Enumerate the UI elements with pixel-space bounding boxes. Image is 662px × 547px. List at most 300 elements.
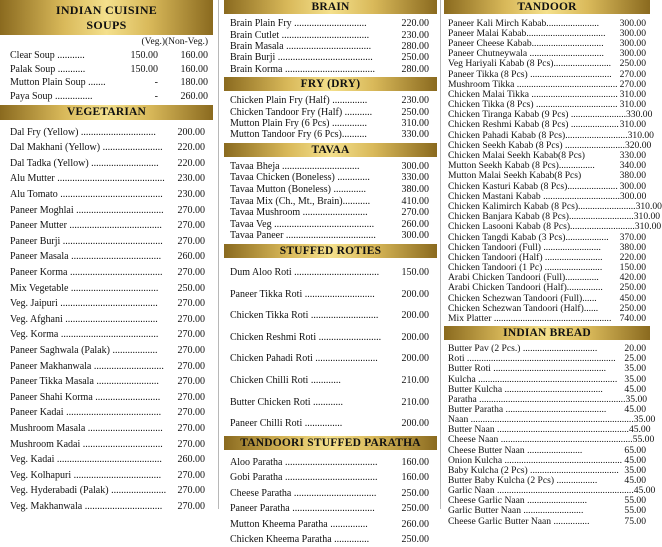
item-price: 250.00 bbox=[177, 282, 205, 294]
item-name: Dal Makhani (Yellow) ........................ bbox=[10, 142, 163, 154]
soup-price-header: (Veg.)(Non-Veg.) bbox=[141, 37, 208, 47]
menu-item bbox=[224, 129, 437, 140]
menu-item bbox=[224, 485, 437, 501]
item-price: 270.00 bbox=[177, 422, 205, 434]
item-name: Chicken Banjara Kabab (8 Pcs)........................... bbox=[448, 211, 634, 223]
brain-list bbox=[224, 18, 437, 75]
item-price: 250.00 bbox=[619, 302, 646, 314]
menu-item bbox=[0, 171, 213, 187]
item-name: Chicken Lasooni Kabab (8 Pcs)........................... bbox=[448, 221, 635, 233]
vegetarian-heading: VEGETARIAN bbox=[0, 105, 213, 120]
roti-list bbox=[224, 262, 437, 435]
menu-item bbox=[224, 161, 437, 173]
item-name: Butter Paratha .......................................... bbox=[448, 404, 607, 416]
menu-item bbox=[0, 156, 213, 172]
bread-list bbox=[444, 343, 656, 527]
item-price: 260.00 bbox=[177, 454, 205, 466]
item-name: Mushroom Masala .............................. bbox=[10, 422, 163, 434]
item-price: 740.00 bbox=[619, 313, 646, 325]
menu-item bbox=[224, 64, 437, 75]
item-price: 270.00 bbox=[177, 267, 205, 279]
menu-item bbox=[224, 305, 437, 327]
menu-item bbox=[0, 436, 213, 452]
item-price: 35.00 bbox=[624, 363, 646, 375]
item-price: 270.00 bbox=[177, 204, 205, 216]
item-price: 250.00 bbox=[401, 534, 429, 546]
item-name: Chicken Tandoori (Half) ........................ bbox=[448, 251, 603, 263]
menu-item bbox=[444, 28, 650, 38]
menu-item bbox=[444, 129, 654, 141]
soup-item bbox=[0, 63, 213, 77]
menu-item bbox=[224, 326, 437, 348]
menu-item bbox=[444, 200, 662, 212]
tandoor-list bbox=[444, 17, 662, 325]
item-name: Cheese Paratha ................................. bbox=[230, 487, 377, 499]
menu-item bbox=[0, 280, 213, 296]
menu-item bbox=[224, 172, 437, 184]
item-price: 270.00 bbox=[177, 313, 205, 325]
nonveg-price: 180.00 bbox=[180, 77, 208, 89]
cuisine-title: INDIAN CUISINE bbox=[55, 3, 158, 17]
menu-item bbox=[0, 312, 213, 328]
item-name: Chicken Tiranga Kabab (9 Pcs) ....................... bbox=[448, 109, 626, 121]
item-price: 75.00 bbox=[624, 515, 646, 527]
item-price: 270.00 bbox=[177, 329, 205, 341]
menu-item bbox=[0, 296, 213, 312]
menu-item bbox=[224, 348, 437, 370]
soup-item bbox=[0, 76, 213, 90]
column-divider bbox=[440, 0, 441, 509]
item-name: Paneer Makhanwala ............................ bbox=[10, 360, 164, 372]
item-price: 300.00 bbox=[619, 48, 646, 60]
menu-item bbox=[444, 455, 650, 465]
item-name: Dal Tadka (Yellow) ........................... bbox=[10, 157, 159, 169]
menu-item bbox=[0, 249, 213, 265]
item-name: Chicken Kalimirch Kabab (8 Pcs)........................ bbox=[448, 200, 636, 212]
item-price: 300.00 bbox=[619, 37, 646, 49]
item-price: 310.00 bbox=[619, 119, 646, 131]
item-price: 45.00 bbox=[624, 454, 646, 466]
item-name: Veg. Jaipuri ....................................... bbox=[10, 298, 158, 310]
menu-item bbox=[224, 118, 437, 129]
fry-list bbox=[224, 95, 437, 141]
item-price: 270.00 bbox=[177, 485, 205, 497]
item-price: 270.00 bbox=[177, 469, 205, 481]
item-name: Paneer Moghlai ................................... bbox=[10, 204, 164, 216]
item-price: 310.00 bbox=[633, 211, 661, 223]
menu-item bbox=[0, 140, 213, 156]
item-price: 200.00 bbox=[401, 310, 429, 322]
item-price: 270.00 bbox=[177, 391, 205, 403]
menu-item bbox=[444, 211, 661, 223]
menu-item bbox=[444, 232, 650, 242]
item-name: Mutton Seekh Kabab (8 Pcs)............... bbox=[448, 160, 595, 172]
stuffed-roties-heading: STUFFED ROTIES bbox=[224, 244, 437, 258]
item-name: Paneer Masala .................................... bbox=[10, 251, 162, 263]
menu-item bbox=[444, 475, 650, 485]
menu-item bbox=[444, 485, 656, 497]
item-price: 270.00 bbox=[177, 220, 205, 232]
item-name: Chicken Tangdi Kabab (3 Pcs).................. bbox=[448, 231, 609, 243]
menu-item bbox=[444, 18, 650, 28]
item-name: Clear Soup ........... bbox=[10, 50, 85, 62]
menu-item bbox=[444, 69, 650, 79]
item-price: 300.00 bbox=[619, 190, 647, 202]
menu-item bbox=[0, 499, 213, 515]
menu-item bbox=[224, 516, 437, 532]
item-name: Butter Pav (2 Pcs.) ............................... bbox=[448, 343, 598, 355]
indian-bread-heading: INDIAN BREAD bbox=[444, 326, 650, 340]
item-name: Alu Mutter ........................................... bbox=[10, 173, 165, 185]
veg-price: - bbox=[154, 77, 158, 89]
menu-item bbox=[444, 161, 650, 171]
menu-item bbox=[224, 106, 437, 117]
item-price: 300.00 bbox=[619, 17, 646, 29]
veg-price: 150.00 bbox=[130, 63, 158, 75]
item-name: Tavaa Bheja ............................... bbox=[230, 160, 360, 172]
item-name: Cheese Butter Naan ....................... bbox=[448, 444, 583, 456]
item-name: Chicken Kasturi Kabab (8 Pcs)..................... bbox=[448, 180, 618, 192]
item-price: 270.00 bbox=[619, 78, 646, 90]
menu-item bbox=[444, 425, 650, 435]
item-price: 220.00 bbox=[619, 251, 646, 263]
menu-item bbox=[224, 41, 437, 52]
item-name: Mix Vegetable ................................... bbox=[10, 282, 159, 294]
menu-item bbox=[0, 202, 213, 218]
item-price: 45.00 bbox=[624, 475, 646, 487]
menu-item bbox=[224, 283, 437, 305]
item-price: 45.00 bbox=[624, 404, 646, 416]
menu-item bbox=[0, 124, 213, 140]
item-name: Chicken Schezwan Tandoori (Full)...... bbox=[448, 292, 597, 304]
item-price: 300.00 bbox=[619, 27, 646, 39]
menu-item bbox=[444, 191, 650, 201]
soups-section bbox=[0, 37, 213, 103]
menu-item bbox=[444, 374, 650, 384]
menu-item bbox=[0, 405, 213, 421]
menu-item bbox=[444, 150, 650, 160]
item-price: 250.00 bbox=[401, 503, 429, 515]
menu-item bbox=[444, 404, 650, 414]
item-price: 310.00 bbox=[619, 88, 646, 100]
menu-item bbox=[444, 506, 650, 516]
item-name: Paneer Tikka Roti ............................ bbox=[230, 288, 375, 300]
menu-item bbox=[444, 49, 650, 59]
item-price: 310.00 bbox=[619, 99, 646, 111]
item-name: Paneer Mutter ..................................... bbox=[10, 220, 162, 232]
column-divider bbox=[218, 0, 219, 509]
item-price: 200.00 bbox=[401, 353, 429, 365]
menu-item bbox=[444, 414, 656, 426]
item-name: Kulcha .......................................................... bbox=[448, 373, 618, 385]
item-price: 310.00 bbox=[635, 200, 662, 212]
menu-item bbox=[444, 303, 650, 313]
item-price: 35.00 bbox=[633, 414, 656, 426]
item-name: Garlic Naan ......................................................... bbox=[448, 485, 634, 497]
nonveg-price: 260.00 bbox=[180, 91, 208, 103]
item-name: Paneer Chilli Roti ............... bbox=[230, 418, 343, 430]
item-name: Veg. Makhanwala ............................... bbox=[10, 500, 163, 512]
item-price: 280.00 bbox=[401, 40, 429, 52]
menu-item bbox=[0, 389, 213, 405]
menu-item bbox=[444, 344, 650, 354]
menu-item bbox=[224, 95, 437, 106]
menu-item bbox=[0, 234, 213, 250]
menu-item bbox=[224, 413, 437, 435]
item-price: 230.00 bbox=[401, 95, 429, 107]
menu-item bbox=[224, 207, 437, 219]
item-name: Brain Masala .................................. bbox=[230, 40, 372, 52]
item-name: Chicken Seekh Kabab (8 Pcs) ......................... bbox=[448, 139, 625, 151]
item-price: 200.00 bbox=[401, 288, 429, 300]
item-price: 330.00 bbox=[626, 109, 653, 121]
item-name: Butter Kulcha ......................................... bbox=[448, 383, 603, 395]
item-price: 150.00 bbox=[401, 266, 429, 278]
soups-heading: SOUPS bbox=[86, 18, 127, 32]
item-name: Chicken Reshmi Roti ......................... bbox=[230, 331, 382, 343]
item-name: Paneer Paratha ................................. bbox=[230, 503, 375, 515]
soup-item bbox=[0, 49, 213, 63]
item-name: Mutton Plain Fry (6 Pcs) .............. bbox=[230, 117, 367, 129]
veg-price: 150.00 bbox=[130, 50, 158, 62]
nonveg-price: 160.00 bbox=[180, 50, 208, 62]
item-price: 35.00 bbox=[624, 373, 646, 385]
item-name: Chicken Mastani Kabab ................................ bbox=[448, 190, 620, 202]
item-price: 230.00 bbox=[177, 173, 205, 185]
menu-item bbox=[444, 445, 650, 455]
item-price: 370.00 bbox=[619, 231, 646, 243]
item-price: 25.00 bbox=[624, 353, 646, 365]
item-name: Chicken Malai Seekh Kabab(8 Pcs) bbox=[448, 150, 585, 162]
soup-item bbox=[0, 90, 213, 104]
soup-list bbox=[0, 49, 213, 103]
item-name: Veg. Afghani ..................................... bbox=[10, 313, 158, 325]
item-name: Gobi Paratha ..................................... bbox=[230, 472, 378, 484]
item-price: 45.00 bbox=[624, 383, 646, 395]
item-name: Paneer Kali Mirch Kabab...................... bbox=[448, 17, 600, 29]
menu-item bbox=[0, 218, 213, 234]
item-name: Butter Chicken Roti ............ bbox=[230, 396, 344, 408]
item-price: 250.00 bbox=[619, 282, 646, 294]
item-name: Chicken Plain Fry (Half) .............. bbox=[230, 95, 368, 107]
item-price: 220.00 bbox=[401, 18, 429, 30]
item-name: Paneer Shahi Korma .......................... bbox=[10, 391, 161, 403]
menu-item bbox=[444, 100, 650, 110]
item-price: 270.00 bbox=[177, 298, 205, 310]
menu-item bbox=[0, 187, 213, 203]
item-price: 200.00 bbox=[401, 418, 429, 430]
item-price: 35.00 bbox=[624, 464, 646, 476]
item-price: 230.00 bbox=[177, 189, 205, 201]
item-price: 220.00 bbox=[177, 142, 205, 154]
item-name: Cheese Naan ....................................................... bbox=[448, 434, 633, 446]
item-name: Mushroom Kadai ................................ bbox=[10, 438, 163, 450]
item-price: 20.00 bbox=[624, 343, 646, 355]
item-price: 420.00 bbox=[619, 272, 646, 284]
item-price: 270.00 bbox=[177, 376, 205, 388]
brain-heading: BRAIN bbox=[224, 0, 437, 14]
tavaa-heading: TAVAA bbox=[224, 143, 437, 157]
menu-item bbox=[0, 483, 213, 499]
menu-item bbox=[444, 38, 650, 48]
menu-item bbox=[444, 59, 650, 69]
menu-item bbox=[444, 109, 653, 121]
menu-item bbox=[444, 384, 650, 394]
menu-item bbox=[444, 171, 650, 181]
menu-item bbox=[224, 230, 437, 242]
item-name: Paneer Kadai ...................................... bbox=[10, 407, 162, 419]
item-name: Cheese Garlic Butter Naan ............... bbox=[448, 515, 590, 527]
item-name: Tavaa Veg ........................................ bbox=[230, 218, 375, 230]
item-name: Brain Korma .................................... bbox=[230, 63, 375, 75]
item-name: Paneer Burji ........................................ bbox=[10, 235, 163, 247]
item-price: 270.00 bbox=[619, 68, 646, 80]
menu-item bbox=[0, 343, 213, 359]
menu-item bbox=[0, 421, 213, 437]
item-name: Veg Hariyali Kabab (8 Pcs)........................ bbox=[448, 58, 612, 70]
item-price: 450.00 bbox=[619, 292, 646, 304]
item-price: 200.00 bbox=[177, 126, 205, 138]
column-tandoor-bread bbox=[444, 0, 662, 527]
item-name: Arabi Chicken Tandoori (Half)............... bbox=[448, 282, 603, 294]
menu-item bbox=[444, 273, 650, 283]
vegetarian-list bbox=[0, 124, 213, 514]
item-name: Mutton Malai Seekh Kabab(8 Pcs) bbox=[448, 170, 582, 182]
item-name: Tavaa Mix (Ch., Mt., Brain)........... bbox=[230, 195, 371, 207]
item-name: Tavaa Paneer .................................... bbox=[230, 230, 376, 242]
item-price: 380.00 bbox=[619, 241, 646, 253]
menu-item bbox=[444, 434, 655, 446]
item-price: 330.00 bbox=[401, 129, 429, 141]
item-name: Paneer Cheese Kabab.............................. bbox=[448, 37, 604, 49]
menu-item bbox=[224, 18, 437, 29]
item-price: 270.00 bbox=[177, 360, 205, 372]
menu-item bbox=[224, 391, 437, 413]
item-price: 55.00 bbox=[624, 505, 646, 517]
nonveg-price: 160.00 bbox=[180, 63, 208, 75]
item-price: 270.00 bbox=[401, 207, 429, 219]
item-name: Butter Roti ............................................... bbox=[448, 363, 607, 375]
veg-price: - bbox=[154, 91, 158, 103]
item-name: Mutton Kheema Paratha ............... bbox=[230, 518, 368, 530]
item-price: 310.00 bbox=[634, 221, 662, 233]
item-name: Paneer Saghwala (Palak) .................. bbox=[10, 344, 158, 356]
item-name: Roti .............................................................. bbox=[448, 353, 616, 365]
menu-item bbox=[0, 358, 213, 374]
menu-item bbox=[224, 195, 437, 207]
menu-item bbox=[444, 354, 650, 364]
item-name: Brain Burji ...................................... bbox=[230, 52, 373, 64]
tavaa-list bbox=[224, 161, 437, 242]
item-name: Chicken Tandoori (Full) ........................ bbox=[448, 241, 601, 253]
item-price: 410.00 bbox=[401, 195, 429, 207]
item-price: 270.00 bbox=[177, 500, 205, 512]
item-name: Butter Baby Kulcha (2 Pcs) ................. bbox=[448, 475, 598, 487]
item-price: 270.00 bbox=[177, 235, 205, 247]
item-price: 330.00 bbox=[401, 172, 429, 184]
menu-item bbox=[444, 252, 650, 262]
item-price: 210.00 bbox=[401, 396, 429, 408]
menu-item bbox=[444, 394, 650, 404]
item-name: Chicken Reshmi Kabab (8 Pcs) .................... bbox=[448, 119, 619, 131]
menu-item bbox=[444, 221, 662, 233]
item-name: Chicken Tikka Roti ........................... bbox=[230, 310, 379, 322]
item-price: 55.00 bbox=[624, 495, 646, 507]
item-name: Chicken Chilli Roti ............ bbox=[230, 374, 341, 386]
item-name: Paneer Tikka (8 Pcs) .................................. bbox=[448, 68, 612, 80]
fry-heading: FRY (DRY) bbox=[224, 77, 437, 91]
item-price: 380.00 bbox=[401, 184, 429, 195]
item-name: Chicken Schezwan Tandoori (Half)...... bbox=[448, 302, 599, 314]
item-price: 230.00 bbox=[401, 29, 429, 41]
item-name: Tavaa Mutton (Boneless) ............. bbox=[230, 184, 366, 195]
item-price: 35.00 bbox=[625, 393, 648, 405]
item-name: Onion Kulcha ................................................. bbox=[448, 454, 623, 466]
item-price: 310.00 bbox=[627, 129, 654, 141]
item-price: 330.00 bbox=[619, 150, 646, 162]
item-name: Paneer Tikka Masala ......................... bbox=[10, 376, 159, 388]
item-name: Arabi Chicken Tandoori (Full).............. bbox=[448, 272, 599, 284]
item-price: 160.00 bbox=[401, 456, 429, 468]
item-price: 65.00 bbox=[624, 444, 646, 456]
item-price: 300.00 bbox=[401, 230, 429, 242]
item-name: Alu Tomato ......................................... bbox=[10, 189, 163, 201]
menu-item bbox=[0, 452, 213, 468]
menu-item bbox=[444, 293, 650, 303]
item-price: 270.00 bbox=[177, 344, 205, 356]
item-price: 300.00 bbox=[401, 160, 429, 172]
item-name: Mutton Plain Soup ....... bbox=[10, 77, 106, 89]
menu-item bbox=[444, 465, 650, 475]
item-name: Tavaa Chicken (Boneless) ............. bbox=[230, 172, 370, 184]
menu-item bbox=[444, 496, 650, 506]
item-name: Chicken Pahadi Roti ......................... bbox=[230, 353, 378, 365]
item-name: Cheese Garlic Naan ......................... bbox=[448, 495, 588, 507]
cuisine-title-box bbox=[0, 0, 213, 35]
menu-item bbox=[444, 313, 650, 323]
item-price: 45.00 bbox=[628, 424, 651, 436]
item-name: Chicken Kheema Paratha .............. bbox=[230, 534, 370, 546]
item-price: 340.00 bbox=[619, 160, 646, 172]
item-name: Garlic Butter Naan ......................... bbox=[448, 505, 584, 517]
item-name: Dum Aloo Roti .................................. bbox=[230, 266, 380, 278]
menu-item bbox=[444, 79, 650, 89]
menu-item bbox=[0, 265, 213, 281]
item-name: Paneer Malai Kabab................................. bbox=[448, 27, 606, 39]
menu-item bbox=[444, 242, 650, 252]
item-price: 380.00 bbox=[619, 170, 646, 182]
item-name: Chicken Malai Tikka .................................... bbox=[448, 88, 618, 100]
item-name: Brain Plain Fry ............................. bbox=[230, 18, 367, 30]
item-name: Chicken Pahadi Kabab (8 Pcs).......................... bbox=[448, 129, 628, 141]
item-price: 250.00 bbox=[401, 106, 429, 118]
item-name: Dal Fry (Yellow) .............................. bbox=[10, 126, 156, 138]
item-name: Brain Cutlet ................................... bbox=[230, 29, 370, 41]
menu-item bbox=[444, 120, 650, 130]
menu-item bbox=[224, 501, 437, 517]
item-name: Palak Soup ........... bbox=[10, 63, 86, 75]
item-name: Butter Naan ....................................................... bbox=[448, 424, 629, 436]
item-name: Tavaa Mushroom .......................... bbox=[230, 207, 368, 219]
item-price: 250.00 bbox=[401, 52, 429, 64]
menu-item bbox=[444, 140, 650, 150]
column-brain-fry-tavaa bbox=[224, 0, 437, 546]
item-price: 310.00 bbox=[401, 117, 429, 129]
item-price: 45.00 bbox=[633, 485, 656, 497]
item-name: Paneer Chutneywala ............................... bbox=[448, 48, 604, 60]
paratha-list bbox=[224, 454, 437, 547]
menu-item bbox=[224, 52, 437, 63]
